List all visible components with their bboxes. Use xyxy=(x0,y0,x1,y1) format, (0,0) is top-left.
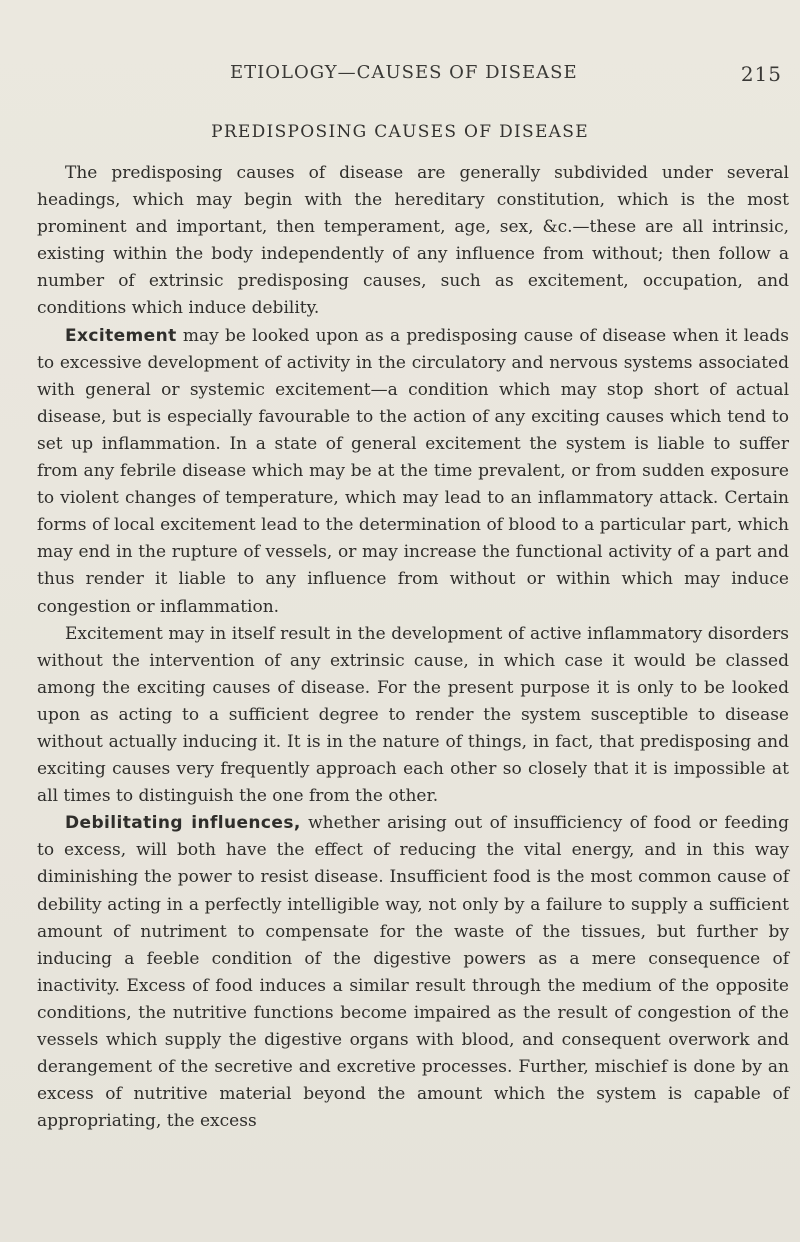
page-number: 215 xyxy=(740,62,782,86)
paragraph-text: Excitement may in itself result in the development of active inflammatory disorders without the intervention of any extrinsic cause, in which case it would be classed among the exciting causes of disease. For the present purpose it is only to be looked upon as acting to a sufficient degree to render the system susceptible to disease without actually inducing it. It is in the nature of things, in fact, that predisposing and exciting causes very frequently approach each other so closely that it is impossible at all times to distinguish the one from the other. xyxy=(37,623,789,807)
paragraph xyxy=(37,323,789,621)
running-head xyxy=(230,62,782,88)
paragraph-lead: Debilitating influences, xyxy=(65,813,301,834)
paragraph-text: may be looked upon as a predisposing cause of disease when it leads to excessive development of activity in the circulatory and nervous systems associated with general or systemic excitement—a condition which may stop short of actual disease, but is especially favourable to the action of any exciting causes which tend to set up inflammation. In a state of general excitement the system is liable to suffer from any febrile disease which may be at the time prevalent, or from sudden exposure to violent changes of temperature, which may lead to an inflammatory attack. Certain forms of local excitement lead to the determination of blood to a particular part, which may end in the rupture of vessels, or may increase the functional activity of a part and thus render it liable to any influence from without or within which may induce congestion or inflammation. xyxy=(37,325,789,617)
running-title: ETIOLOGY—CAUSES OF DISEASE xyxy=(230,62,578,83)
paragraph-lead: Excitement xyxy=(65,325,177,346)
paragraph xyxy=(37,621,789,811)
paragraph-text: whether arising out of insufficiency of food or feeding to excess, will both have the effect of reducing the vital energy, and in this way diminishing the power to resist disease. Insufficient food is the most common cause of debility acting in a perfectly intelligible way, not only by a failure to supply a sufficient amount of nutriment to compensate for the waste of the tissues, but further by inducing a feeble condition of the digestive powers as a mere consequence of inactivity. Excess of food induces a similar result through the medium of the opposite conditions, the nutritive functions become impaired as the result of congestion of the vessels which supply the digestive organs with blood, and consequent overwork and derangement of the secretive and excretive processes. Further, mischief is done by an excess of nutritive material beyond the amount which the system is capable of appropriating, the excess xyxy=(37,813,789,1132)
paragraph-text: The predisposing causes of disease are generally subdivided under several headings, which may begin with the hereditary constitution, which is the most prominent and important, then temperament, age, sex, &c.—these are all intrinsic, existing within the body independently of any influence from without; then follow a number of extrinsic predisposing causes, such as excitement, occupation, and conditions which induce debility. xyxy=(37,163,789,319)
paragraph xyxy=(37,810,789,1135)
body-text xyxy=(37,160,789,1135)
section-title: PREDISPOSING CAUSES OF DISEASE xyxy=(211,122,589,142)
paragraph xyxy=(37,160,789,323)
